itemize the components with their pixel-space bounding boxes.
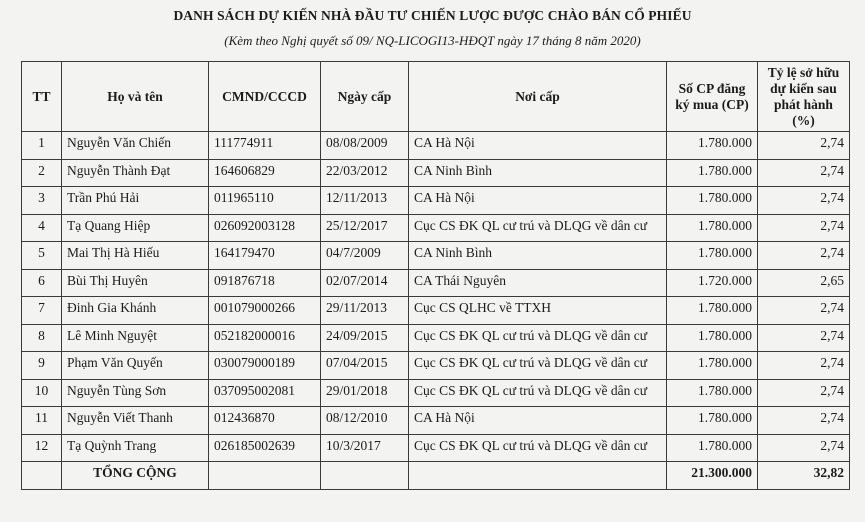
row-shares: 1.780.000 <box>667 214 758 242</box>
row-issue-date: 08/08/2009 <box>321 132 409 160</box>
table-row <box>22 379 850 407</box>
row-id-number: 037095002081 <box>209 379 321 407</box>
row-issue-date: 29/01/2018 <box>321 379 409 407</box>
row-tt: 7 <box>22 297 62 325</box>
row-ownership: 2,74 <box>758 324 850 352</box>
row-name: Đinh Gia Khánh <box>62 297 209 325</box>
row-issue-date: 25/12/2017 <box>321 214 409 242</box>
row-id-number: 111774911 <box>209 132 321 160</box>
row-name: Mai Thị Hà Hiếu <box>62 242 209 270</box>
row-shares: 1.720.000 <box>667 269 758 297</box>
row-name: Nguyễn Thành Đạt <box>62 159 209 187</box>
row-name: Lê Minh Nguyệt <box>62 324 209 352</box>
header-ownership: Tỷ lệ sở hữu dự kiến sau phát hành (%) <box>758 62 850 132</box>
row-id-number: 012436870 <box>209 407 321 435</box>
header-shares: Số CP đăng ký mua (CP) <box>667 62 758 132</box>
table-header-row <box>22 62 850 132</box>
table-row <box>22 297 850 325</box>
row-id-number: 011965110 <box>209 187 321 215</box>
table-body <box>22 132 850 462</box>
row-ownership: 2,74 <box>758 434 850 462</box>
row-ownership: 2,74 <box>758 242 850 270</box>
row-issue-place: Cục CS ĐK QL cư trú và DLQG về dân cư <box>409 434 667 462</box>
row-name: Nguyễn Văn Chiến <box>62 132 209 160</box>
table-row <box>22 214 850 242</box>
row-name: Phạm Văn Quyến <box>62 352 209 380</box>
row-issue-date: 02/07/2014 <box>321 269 409 297</box>
row-shares: 1.780.000 <box>667 297 758 325</box>
row-issue-place: CA Hà Nội <box>409 132 667 160</box>
row-name: Trần Phú Hải <box>62 187 209 215</box>
total-id-cell <box>209 462 321 490</box>
row-tt: 6 <box>22 269 62 297</box>
row-name: Bùi Thị Huyên <box>62 269 209 297</box>
row-id-number: 164606829 <box>209 159 321 187</box>
row-shares: 1.780.000 <box>667 132 758 160</box>
row-tt: 2 <box>22 159 62 187</box>
row-name: Tạ Quỳnh Trang <box>62 434 209 462</box>
row-id-number: 026092003128 <box>209 214 321 242</box>
row-issue-date: 22/03/2012 <box>321 159 409 187</box>
table-row <box>22 132 850 160</box>
row-issue-place: Cục CS ĐK QL cư trú và DLQG về dân cư <box>409 379 667 407</box>
table-row <box>22 242 850 270</box>
total-shares: 21.300.000 <box>667 462 758 490</box>
row-id-number: 001079000266 <box>209 297 321 325</box>
row-id-number: 164179470 <box>209 242 321 270</box>
header-id: CMND/CCCD <box>209 62 321 132</box>
row-issue-date: 04/7/2009 <box>321 242 409 270</box>
table-row <box>22 352 850 380</box>
row-shares: 1.780.000 <box>667 187 758 215</box>
row-ownership: 2,74 <box>758 132 850 160</box>
header-issue-date: Ngày cấp <box>321 62 409 132</box>
row-ownership: 2,74 <box>758 187 850 215</box>
row-issue-date: 08/12/2010 <box>321 407 409 435</box>
row-name: Nguyễn Tùng Sơn <box>62 379 209 407</box>
row-issue-place: CA Thái Nguyên <box>409 269 667 297</box>
document-subtitle: (Kèm theo Nghị quyết số 09/ NQ-LICOGI13-HĐQT ngày 17 tháng 8 năm 2020) <box>224 33 641 48</box>
row-shares: 1.780.000 <box>667 434 758 462</box>
total-date-cell <box>321 462 409 490</box>
row-issue-place: Cục CS QLHC về TTXH <box>409 297 667 325</box>
total-tt-cell <box>22 462 62 490</box>
row-issue-place: CA Hà Nội <box>409 187 667 215</box>
row-ownership: 2,74 <box>758 352 850 380</box>
header-tt: TT <box>22 62 62 132</box>
document-title: DANH SÁCH DỰ KIẾN NHÀ ĐẦU TƯ CHIẾN LƯỢC ĐƯỢC CHÀO BÁN CỔ PHIẾU <box>173 8 692 23</box>
row-tt: 12 <box>22 434 62 462</box>
row-ownership: 2,74 <box>758 407 850 435</box>
total-place-cell <box>409 462 667 490</box>
row-shares: 1.780.000 <box>667 159 758 187</box>
row-issue-place: Cục CS ĐK QL cư trú và DLQG về dân cư <box>409 352 667 380</box>
row-ownership: 2,65 <box>758 269 850 297</box>
row-tt: 9 <box>22 352 62 380</box>
row-shares: 1.780.000 <box>667 379 758 407</box>
total-row <box>22 462 850 490</box>
row-id-number: 026185002639 <box>209 434 321 462</box>
total-label: TỔNG CỘNG <box>62 462 209 490</box>
row-issue-place: CA Hà Nội <box>409 407 667 435</box>
row-name: Tạ Quang Hiệp <box>62 214 209 242</box>
row-id-number: 052182000016 <box>209 324 321 352</box>
investor-table <box>21 61 850 490</box>
row-issue-date: 10/3/2017 <box>321 434 409 462</box>
row-issue-place: CA Ninh Bình <box>409 242 667 270</box>
table-row <box>22 187 850 215</box>
row-ownership: 2,74 <box>758 214 850 242</box>
header-issue-place: Nơi cấp <box>409 62 667 132</box>
table-row <box>22 434 850 462</box>
row-tt: 3 <box>22 187 62 215</box>
row-ownership: 2,74 <box>758 379 850 407</box>
header-name: Họ và tên <box>62 62 209 132</box>
row-tt: 10 <box>22 379 62 407</box>
row-id-number: 091876718 <box>209 269 321 297</box>
table-row <box>22 159 850 187</box>
row-issue-date: 07/04/2015 <box>321 352 409 380</box>
row-issue-date: 24/09/2015 <box>321 324 409 352</box>
table-row <box>22 407 850 435</box>
row-issue-date: 29/11/2013 <box>321 297 409 325</box>
row-tt: 1 <box>22 132 62 160</box>
row-tt: 5 <box>22 242 62 270</box>
row-shares: 1.780.000 <box>667 352 758 380</box>
table-row <box>22 324 850 352</box>
row-ownership: 2,74 <box>758 297 850 325</box>
row-tt: 4 <box>22 214 62 242</box>
total-ownership: 32,82 <box>758 462 850 490</box>
row-tt: 8 <box>22 324 62 352</box>
row-ownership: 2,74 <box>758 159 850 187</box>
row-issue-place: CA Ninh Bình <box>409 159 667 187</box>
row-shares: 1.780.000 <box>667 407 758 435</box>
row-issue-place: Cục CS ĐK QL cư trú và DLQG về dân cư <box>409 214 667 242</box>
row-shares: 1.780.000 <box>667 242 758 270</box>
table-row <box>22 269 850 297</box>
row-tt: 11 <box>22 407 62 435</box>
row-shares: 1.780.000 <box>667 324 758 352</box>
row-name: Nguyễn Viết Thanh <box>62 407 209 435</box>
row-id-number: 030079000189 <box>209 352 321 380</box>
row-issue-date: 12/11/2013 <box>321 187 409 215</box>
row-issue-place: Cục CS ĐK QL cư trú và DLQG về dân cư <box>409 324 667 352</box>
